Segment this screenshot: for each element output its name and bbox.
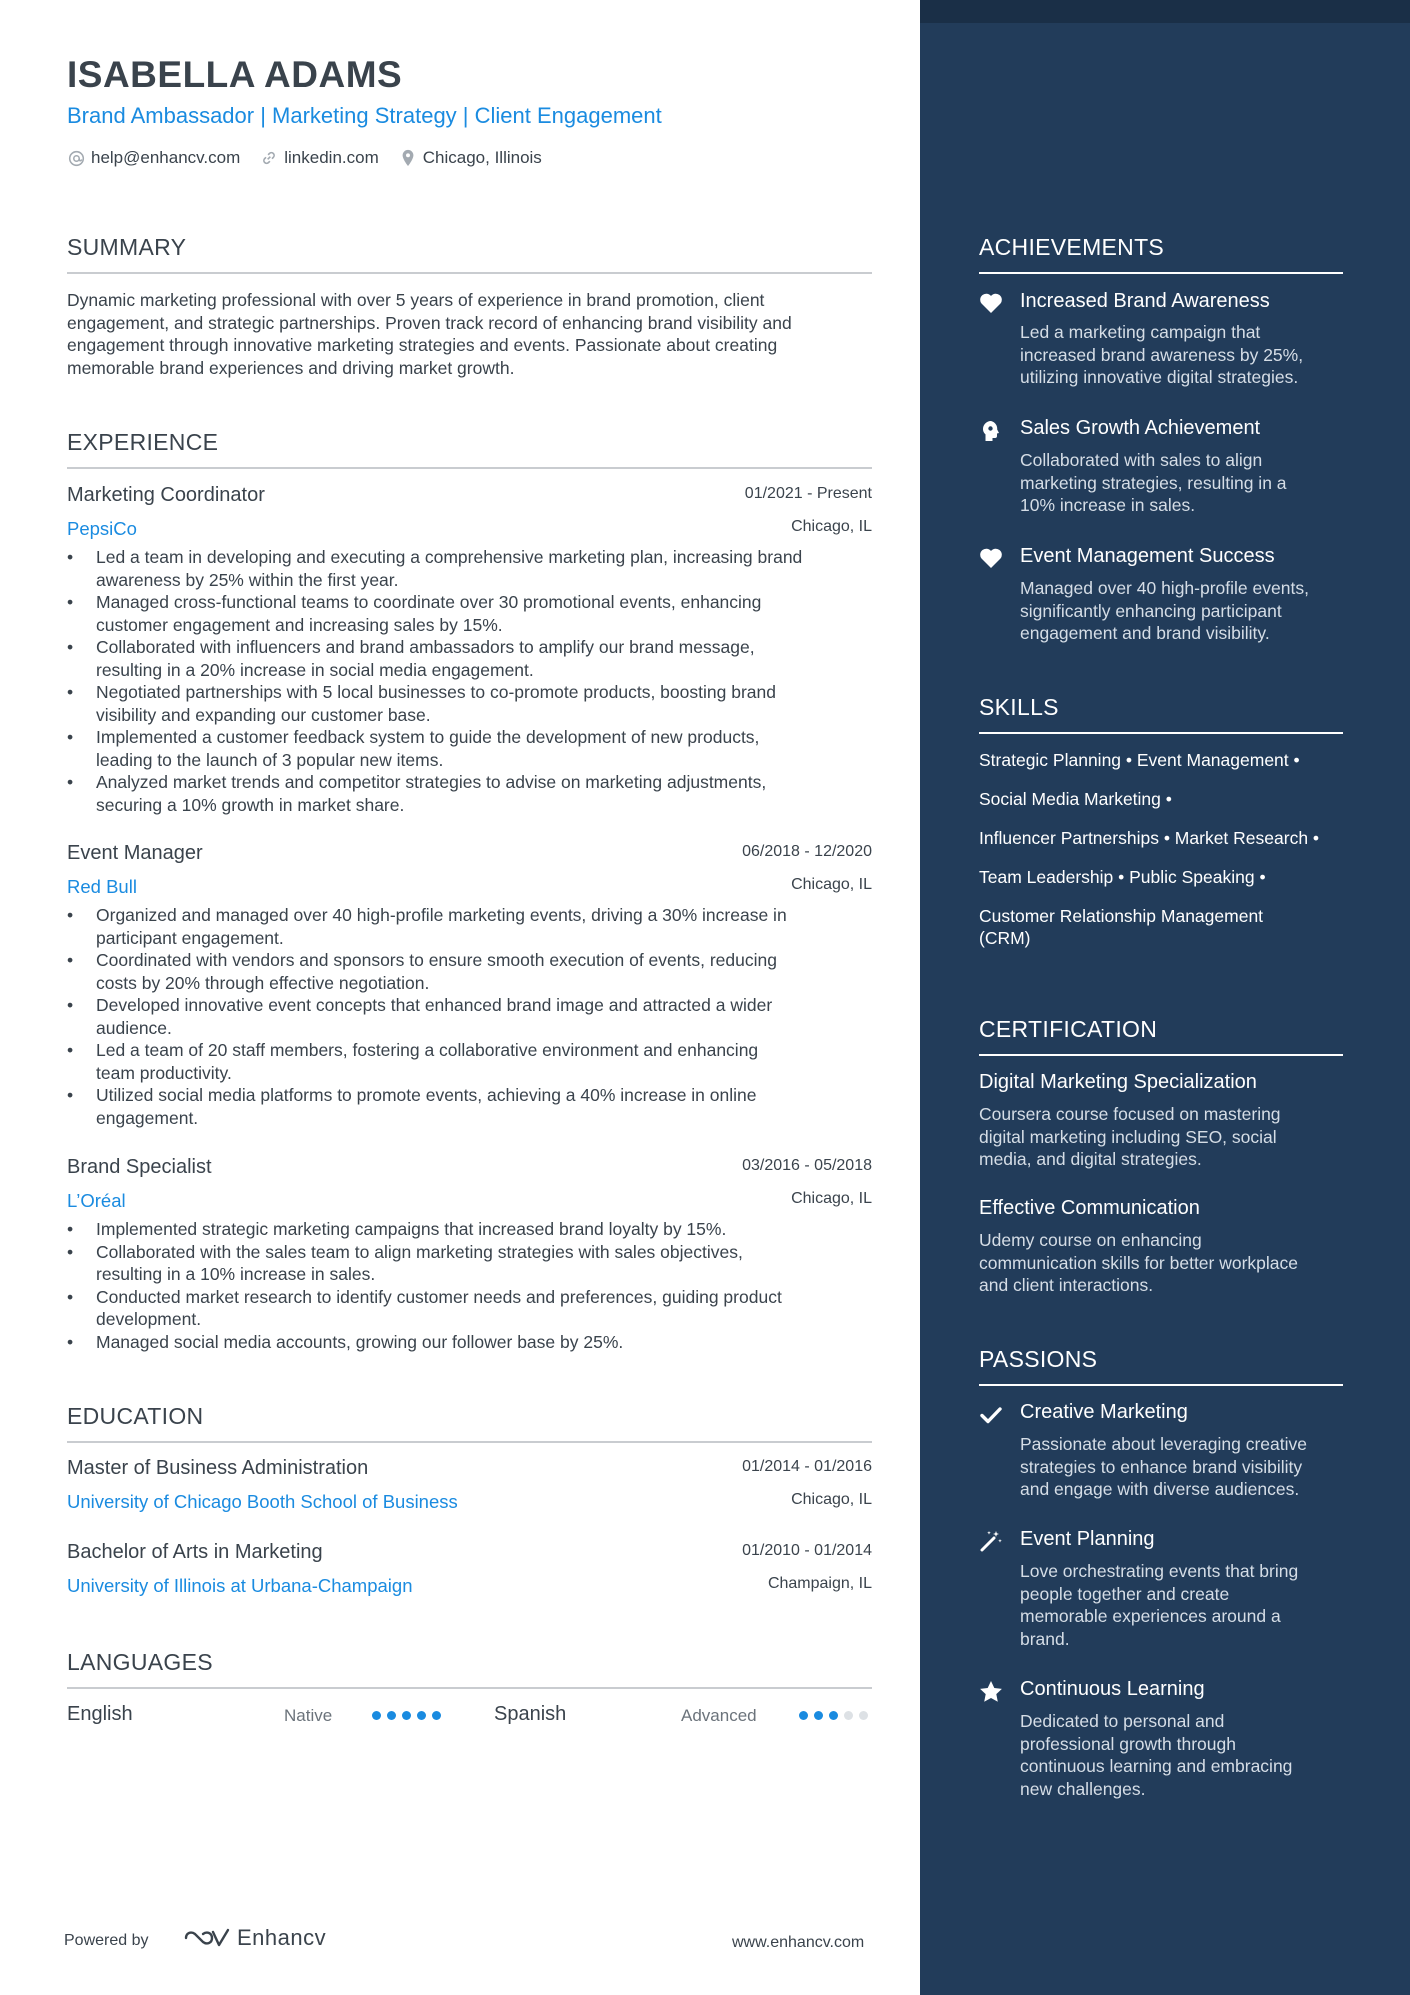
edu-school: University of Chicago Booth School of Business (67, 1491, 458, 1512)
education-heading: EDUCATION (67, 1403, 204, 1429)
languages-heading: LANGUAGES (67, 1649, 213, 1675)
heart-icon (978, 290, 1004, 316)
rating-dot (814, 1711, 823, 1720)
job-bullet: • Managed cross-functional teams to coordinate over 30 promotional events, enhancing customer engagement and increasing sales by 15%. (67, 591, 887, 636)
summary-line: memorable brand experiences and driving market growth. (67, 357, 515, 378)
contact-email[interactable] (67, 148, 240, 168)
job-bullet: • Negotiated partnerships with 5 local businesses to co-promote products, boosting brand visibility and expanding our customer base. (67, 681, 887, 726)
job-title: Marketing Coordinator (67, 484, 265, 506)
job-dates: 03/2016 - 05/2018 (742, 1157, 872, 1174)
language-name: English (67, 1703, 133, 1725)
skill-line: Social Media Marketing • (979, 789, 1172, 809)
summary-line: engagement through innovative marketing strategies and events. Passionate about creating (67, 335, 778, 355)
skill-line: (CRM) (979, 928, 1031, 948)
edu-dates: 01/2010 - 01/2014 (742, 1542, 872, 1559)
job-bullet: • Collaborated with the sales team to align marketing strategies with sales objectives, resulting in a 10% increase in sales. (67, 1241, 887, 1286)
job-bullet: • Managed social media accounts, growing our follower base by 25%. (67, 1331, 887, 1354)
job-bullet: • Led a team in developing and executing a comprehensive marketing plan, increasing brand awareness by 25% within the first year. (67, 546, 887, 591)
certification-title: Digital Marketing Specialization (979, 1071, 1257, 1093)
job-bullets (67, 546, 887, 816)
enhancv-logo-icon (183, 1926, 231, 1950)
magic-wand-icon (978, 1528, 1004, 1554)
job-location: Chicago, IL (791, 518, 872, 535)
summary-divider (67, 272, 872, 274)
rating-dot (372, 1711, 381, 1720)
contact-bar (67, 148, 562, 168)
footer-url[interactable]: www.enhancv.com (732, 1934, 865, 1951)
contact-location (399, 148, 542, 168)
job-location: Chicago, IL (791, 876, 872, 893)
edu-degree: Master of Business Administration (67, 1457, 369, 1479)
language-name: Spanish (494, 1703, 567, 1725)
heart-icon (978, 545, 1004, 571)
rating-dot (844, 1711, 853, 1720)
job-bullet: • Implemented strategic marketing campaigns that increased brand loyalty by 15%. (67, 1218, 887, 1241)
achievement-title: Event Management Success (1020, 545, 1275, 567)
rating-dot (432, 1711, 441, 1720)
certification-desc: Coursera course focused on mastering digital marketing including SEO, social media, and digital strategies. (979, 1104, 1281, 1169)
star-icon (978, 1678, 1004, 1704)
contact-linkedin[interactable] (260, 148, 379, 168)
enhancv-logo[interactable] (183, 1925, 326, 1951)
achievement-desc: Led a marketing campaign that increased brand awareness by 25%, utilizing innovative digital strategies. (1020, 322, 1304, 387)
job-bullet: • Organized and managed over 40 high-profile marketing events, driving a 30% increase in participant engagement. (67, 904, 887, 949)
rating-dot (829, 1711, 838, 1720)
certification-title: Effective Communication (979, 1197, 1200, 1219)
job-dates: 01/2021 - Present (744, 485, 872, 502)
skills-heading: SKILLS (979, 694, 1059, 720)
rating-dot (859, 1711, 868, 1720)
contact-location-text: Chicago, Illinois (422, 148, 542, 167)
job-company: Red Bull (67, 876, 137, 897)
sidebar (920, 0, 1410, 1995)
summary-line: engagement, and strategic partnerships. Proven track record of enhancing brand visibility and (67, 312, 792, 333)
passion-desc: Passionate about leveraging creative strategies to enhance brand visibility and engage with diverse audiences. (1020, 1434, 1307, 1499)
summary-line: Dynamic marketing professional with over 5 years of experience in brand promotion, client (67, 290, 765, 310)
experience-divider (67, 467, 872, 469)
contact-email-text: help@enhancv.com (91, 148, 241, 167)
summary-text (67, 289, 887, 379)
job-bullets (67, 1218, 887, 1353)
passion-title: Creative Marketing (1020, 1401, 1188, 1423)
job-company: PepsiCo (67, 518, 137, 539)
achievement-desc: Collaborated with sales to align marketing strategies, resulting in a 10% increase in sales. (1020, 450, 1287, 515)
edu-location: Champaign, IL (767, 1575, 872, 1592)
job-bullet: • Implemented a customer feedback system to guide the development of new products, leading to the launch of 3 popular new items. (67, 726, 887, 771)
summary-heading: SUMMARY (67, 234, 187, 260)
job-location: Chicago, IL (791, 1190, 872, 1207)
passion-title: Continuous Learning (1020, 1678, 1205, 1700)
achievements-divider (979, 272, 1343, 274)
language-level: Advanced (681, 1706, 757, 1725)
achievements-heading: ACHIEVEMENTS (979, 234, 1165, 260)
edu-dates: 01/2014 - 01/2016 (742, 1458, 872, 1475)
edu-location: Chicago, IL (791, 1491, 872, 1508)
languages-divider (67, 1687, 872, 1689)
passion-title: Event Planning (1020, 1528, 1155, 1550)
link-icon (260, 149, 278, 167)
rating-dot (402, 1711, 411, 1720)
passion-desc: Love orchestrating events that bring people together and create memorable experiences around a brand. (1020, 1561, 1299, 1649)
sidebar-top-band (920, 0, 1410, 23)
education-divider (67, 1441, 872, 1443)
language-rating (799, 1711, 868, 1720)
job-bullet: • Led a team of 20 staff members, fostering a collaborative environment and enhancing team productivity. (67, 1039, 887, 1084)
job-title: Brand Specialist (67, 1156, 212, 1178)
job-bullet: • Collaborated with influencers and brand ambassadors to amplify our brand message, resulting in a 20% increase in social media engagement. (67, 636, 887, 681)
candidate-headline: Brand Ambassador | Marketing Strategy | Client Engagement (67, 103, 662, 128)
experience-heading: EXPERIENCE (67, 429, 219, 455)
job-dates: 06/2018 - 12/2020 (742, 843, 872, 860)
skills-divider (979, 732, 1343, 734)
job-bullet: • Utilized social media platforms to promote events, achieving a 40% increase in online engagement. (67, 1084, 887, 1129)
job-bullet: • Analyzed market trends and competitor strategies to advise on marketing adjustments, securing a 10% growth in market share. (67, 771, 887, 816)
language-rating (372, 1711, 441, 1720)
rating-dot (417, 1711, 426, 1720)
edu-degree: Bachelor of Arts in Marketing (67, 1541, 323, 1563)
achievement-desc: Managed over 40 high-profile events, significantly enhancing participant engagement and brand visibility. (1020, 578, 1309, 643)
at-icon (67, 149, 85, 167)
skill-line: Strategic Planning • Event Management • (979, 750, 1300, 770)
enhancv-logo-text: Enhancv (237, 1925, 327, 1950)
candidate-name: ISABELLA ADAMS (67, 54, 403, 95)
rating-dot (387, 1711, 396, 1720)
brain-icon (978, 418, 1004, 444)
location-pin-icon (399, 149, 417, 167)
certification-heading: CERTIFICATION (979, 1016, 1158, 1042)
passion-desc: Dedicated to personal and professional growth through continuous learning and embracing new challenges. (1020, 1711, 1293, 1799)
job-bullet: • Coordinated with vendors and sponsors to ensure smooth execution of events, reducing costs by 20% through effective negotiation. (67, 949, 887, 994)
passions-divider (979, 1384, 1343, 1386)
job-bullet: • Developed innovative event concepts that enhanced brand image and attracted a wider audience. (67, 994, 887, 1039)
rating-dot (799, 1711, 808, 1720)
job-company: L’Oréal (67, 1190, 126, 1211)
powered-by-label: Powered by (64, 1932, 149, 1949)
language-level: Native (284, 1706, 333, 1725)
job-bullet: • Conducted market research to identify customer needs and preferences, guiding product development. (67, 1286, 887, 1331)
check-icon (978, 1402, 1004, 1428)
contact-linkedin-text: linkedin.com (284, 148, 379, 167)
achievement-title: Increased Brand Awareness (1020, 290, 1270, 312)
certification-divider (979, 1054, 1343, 1056)
certification-desc: Udemy course on enhancing communication skills for better workplace and client interactions. (979, 1230, 1299, 1295)
skill-line: Team Leadership • Public Speaking • (979, 867, 1266, 887)
edu-school: University of Illinois at Urbana-Champaign (67, 1575, 413, 1596)
passions-heading: PASSIONS (979, 1346, 1098, 1372)
skill-line: Customer Relationship Management (979, 906, 1264, 926)
job-title: Event Manager (67, 842, 203, 864)
achievement-title: Sales Growth Achievement (1020, 417, 1261, 439)
job-bullets (67, 904, 887, 1129)
skill-line: Influencer Partnerships • Market Research • (979, 828, 1320, 848)
